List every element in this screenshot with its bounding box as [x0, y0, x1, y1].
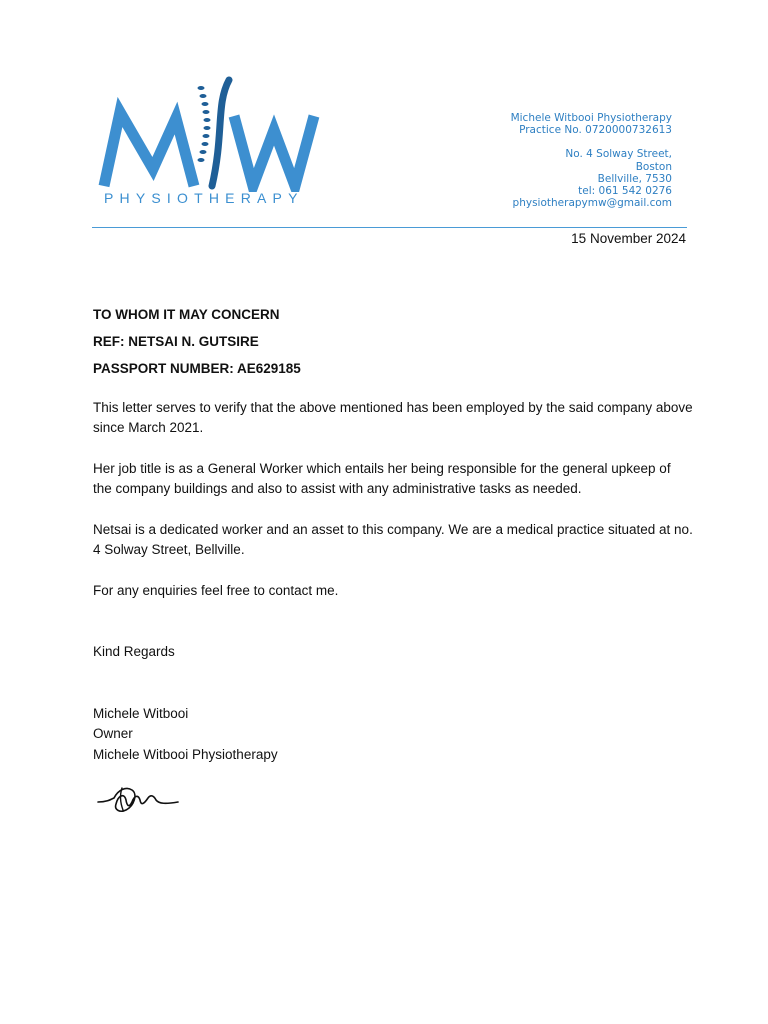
reference-line: REF: NETSAI N. GUTSIRE [93, 334, 259, 349]
letter-date: 15 November 2024 [571, 231, 686, 246]
address-line-2: Boston [635, 160, 672, 173]
header-divider [92, 227, 687, 228]
logo-wordmark: PHYSIOTHERAPY [104, 190, 304, 206]
practice-number: Practice No. 0720000732613 [519, 124, 672, 137]
paragraph-job-title: Her job title is as a General Worker which entails her being responsible for the general upkeep of the company buildings and also to assist with any administrative tasks as needed. [93, 460, 671, 496]
letter-body [93, 305, 693, 765]
email-address: physiotherapymw@gmail.com [512, 197, 672, 210]
signer-name: Michele Witbooi [93, 705, 189, 721]
address-line-1: No. 4 Solway Street, [565, 148, 672, 161]
paragraph-employment: This letter serves to verify that the above mentioned has been employed by the said company above since March 2021. [93, 399, 693, 435]
address-line-3: Bellville, 7530 [597, 172, 672, 185]
telephone: tel: 061 542 0276 [578, 185, 672, 198]
salutation-heading: TO WHOM IT MAY CONCERN [93, 307, 280, 322]
paragraph-company: Netsai is a dedicated worker and an asset to this company. We are a medical practice situated at no. 4 Solway Street, Bellville. [93, 521, 693, 557]
logo-monogram-graphic [98, 74, 328, 192]
signer-title: Owner [93, 726, 133, 741]
passport-line: PASSPORT NUMBER: AE629185 [93, 361, 301, 376]
paragraph-enquiries: For any enquiries feel free to contact me. [93, 582, 339, 598]
company-logo [98, 74, 328, 214]
letterhead-contact [511, 112, 672, 209]
practice-name: Michele Witbooi Physiotherapy [510, 112, 672, 124]
handwritten-signature [96, 780, 186, 816]
signer-company: Michele Witbooi Physiotherapy [93, 746, 278, 762]
closing: Kind Regards [93, 644, 175, 659]
